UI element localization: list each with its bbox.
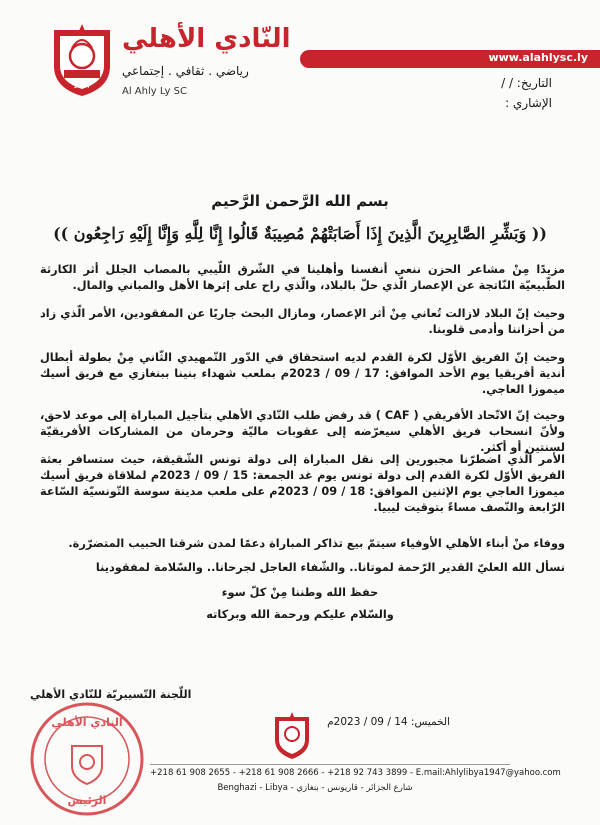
paragraph-tickets: ووفاء منْ أبناء الأهلي الأوفياء سيتمّ بيع تذاكر المباراة دعمًا لمدن شرقنا الحبيب المتضرّرة.	[68, 537, 565, 550]
club-name-en: Al Ahly Ly SC	[122, 86, 187, 97]
club-logo-small	[272, 712, 312, 760]
club-name-ar: النّادي الأهلي	[122, 24, 291, 54]
paragraph-caf: وحيث إنّ الاتّحاد الأفريقي ( CAF ) قد رفض طلب النّادي الأهلي بتأجيل المباراة إلى موعد لاحق، ولأنّ انسحاب فريق الأهلي سيعرّضه إلى عقوبات ماليّة وحرمان من المشاركات الأفريقيّة لسنتين أو أكثر.	[40, 409, 566, 454]
paragraph-prayer: نسأل الله العليّ القدير الرّحمة لموتانا.. والشّفاء العاجل لجرحانا.. والسّلامة لمفقودينا	[95, 561, 565, 574]
paragraph-relocation: الأمر الّذي اضطرّنا مجبورين إلى نقل المباراة إلى دولة تونس الشّقيقة، حيث ستسافر بعثة الفريق الأوّل لكرة القدم إلى دولة تونس يوم غد الجمعة: 15 / 09 / 2023م لملاقاة فريق أسيك ميموزا العاجي يوم الإثنين الموافق: 18 / 09 / 2023م على ملعب مدينة سوسة التّونسيّة السّاعة الرّابعة والنّصف مساءً بتوقيت ليبيا.	[40, 453, 566, 514]
paragraph-condolence: مزيدًا مِنْ مشاعر الحزن ننعي أنفسنا وأهلينا في الشّرق اللّيبي بالمصاب الجلل أثر الكارثة الطّبيعيّة النّاتجة عن الإعصار الّذي حلّ بالبلاد، والّذي راح على إثرها الأهل والمباني والمال.	[40, 263, 565, 292]
date-field: التاريخ: / /	[501, 76, 552, 90]
reference-field: الإشاري :	[505, 96, 552, 110]
closing-peace: والسّلام عليكم ورحمة الله وبركاته	[206, 608, 394, 621]
letter-date: الخميس: 14 / 09 / 2023م	[327, 716, 450, 728]
paragraph-missing: وحيث إنّ البلاد لازالت تُعاني مِنْ أثر الإعصار، ومازال البحث جاريًا عن المفقودين، الأمر الّذي زاد من أحزاننا وأدمى قلوبنا.	[40, 307, 565, 336]
club-subtitle: رياضي . ثقافي . إجتماعي	[122, 64, 249, 78]
logo-year: 1947	[73, 82, 91, 90]
closing-protect: حفظ الله وطننا مِنْ كلّ سوء	[221, 586, 379, 599]
quran-verse: (( وَبَشِّرِ الصَّابِرِينَ الَّذِينَ إِذَا أَصَابَتْهُمْ مُصِيبَةٌ قَالُوا إِنَّا لِلَّهِ وَإِنَّا إِلَيْهِ رَاجِعُون ))	[53, 224, 547, 243]
paragraph-match: وحيث إنّ الفريق الأوّل لكرة القدم لديه استحقاق في الدّور التّمهيدي الثّاني مِنْ بطولة أبطال أندية أفريقيا يوم الأحد الموافق: 17 / 09 / 2023م بملعب شهداء بنينا ببنغازي مع فريق أسيك ميموزا العاجي.	[40, 351, 565, 396]
committee-signature: اللّجنة التّسييريّة للنّادي الأهلي	[30, 688, 192, 701]
address-info: Benghazi - Libya - شارع الجزائر - قاريونس - بنغازي	[217, 783, 413, 793]
stamp-top-text: النادي الأهلي	[51, 716, 123, 729]
club-logo	[50, 22, 114, 98]
footer-divider	[150, 764, 510, 765]
basmala: بسم الله الرَّحمن الرَّحيم	[211, 192, 389, 210]
official-stamp	[28, 700, 146, 818]
stamp-bottom-text: الرئيس	[67, 794, 107, 807]
contact-info: +218 61 908 2655 - +218 61 908 2666 - +218 92 743 3899 - E.mail:Ahlylibya1947@yahoo.com	[150, 768, 561, 778]
website-ribbon	[300, 50, 600, 68]
website-link[interactable]: www.alahlysc.ly	[488, 51, 588, 64]
